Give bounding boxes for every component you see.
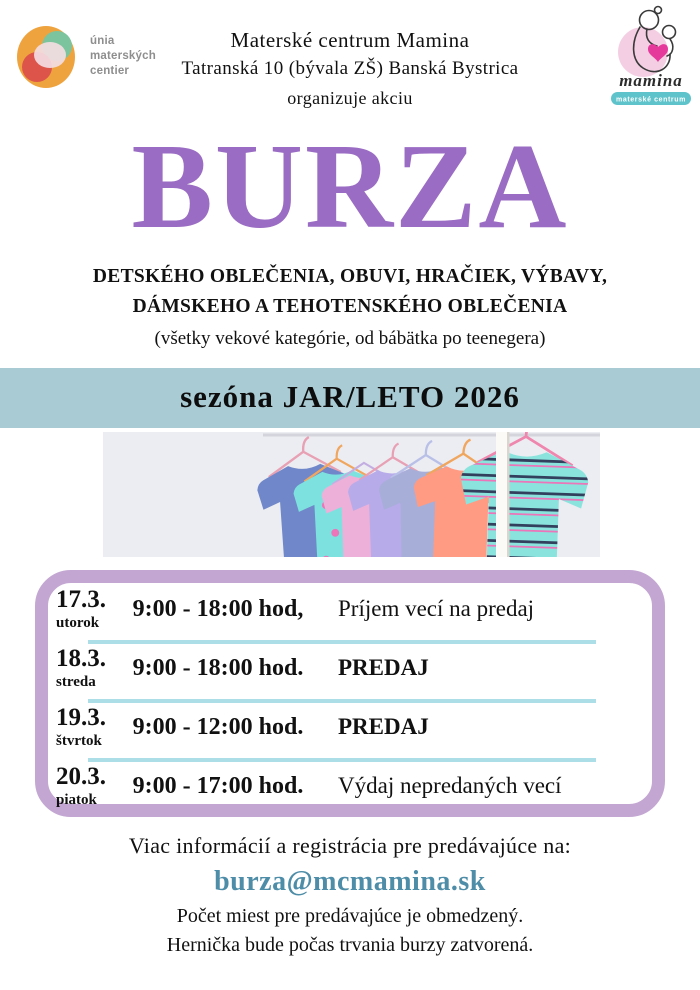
subtitle-line2: DÁMSKEHO A TEHOTENSKÉHO OBLEČENIA — [132, 296, 568, 317]
row-date: 18.3. — [56, 645, 106, 672]
row-date: 19.3. — [56, 704, 106, 731]
footer-note-playroom: Hernička bude počas trvania burzy zatvorená. — [166, 934, 534, 956]
table-row — [48, 762, 652, 818]
umc-line: centier — [90, 64, 130, 77]
season-banner-text: sezóna JAR/LETO 2026 — [180, 379, 520, 414]
table-row — [48, 585, 652, 641]
table-row — [48, 644, 652, 700]
row-day: štvrtok — [56, 733, 102, 749]
row-desc: Výdaj nepredaných vecí — [338, 773, 562, 798]
header-address: Tatranská 10 (bývala ZŠ) Banská Bystrica — [181, 58, 519, 79]
footer-note-capacity: Počet miest pre predávajúce je obmedzený. — [176, 905, 524, 927]
row-desc: PREDAJ — [338, 655, 429, 680]
row-date: 20.3. — [56, 763, 106, 790]
row-time: 9:00 - 12:00 hod. — [132, 714, 304, 740]
schedule-table — [35, 570, 665, 817]
row-day: piatok — [56, 792, 97, 808]
subtitle-line1: DETSKÉHO OBLEČENIA, OBUVI, HRAČIEK, VÝBAVY, — [92, 266, 608, 287]
season-banner — [0, 368, 700, 428]
umc-line: materských — [90, 49, 156, 62]
row-time: 9:00 - 18:00 hod, — [132, 596, 304, 622]
mamina-badge-text: materské centrum — [616, 96, 686, 104]
row-day: streda — [56, 674, 96, 690]
header-org-name: Materské centrum Mamina — [230, 28, 470, 52]
table-row — [48, 703, 652, 759]
footer-info: Viac informácií a registrácia pre predávajúce na: — [128, 833, 572, 858]
header-organizes: organizuje akciu — [287, 88, 413, 108]
row-date: 17.3. — [56, 586, 106, 613]
clothes-rack-photo — [103, 432, 600, 557]
umc-line: únia — [90, 35, 115, 47]
subtitle-line3: (všetky vekové kategórie, od bábätka po teenegera) — [154, 328, 546, 349]
row-day: utorok — [56, 615, 100, 631]
row-desc: Príjem vecí na predaj — [338, 596, 535, 621]
mamina-script-text: mamina — [619, 71, 683, 90]
contact-email: burza@mcmamina.sk — [214, 866, 486, 897]
row-time: 9:00 - 18:00 hod. — [132, 655, 304, 681]
row-time: 9:00 - 17:00 hod. — [132, 773, 304, 799]
row-desc: PREDAJ — [338, 714, 429, 739]
page-title: BURZA — [131, 119, 569, 254]
